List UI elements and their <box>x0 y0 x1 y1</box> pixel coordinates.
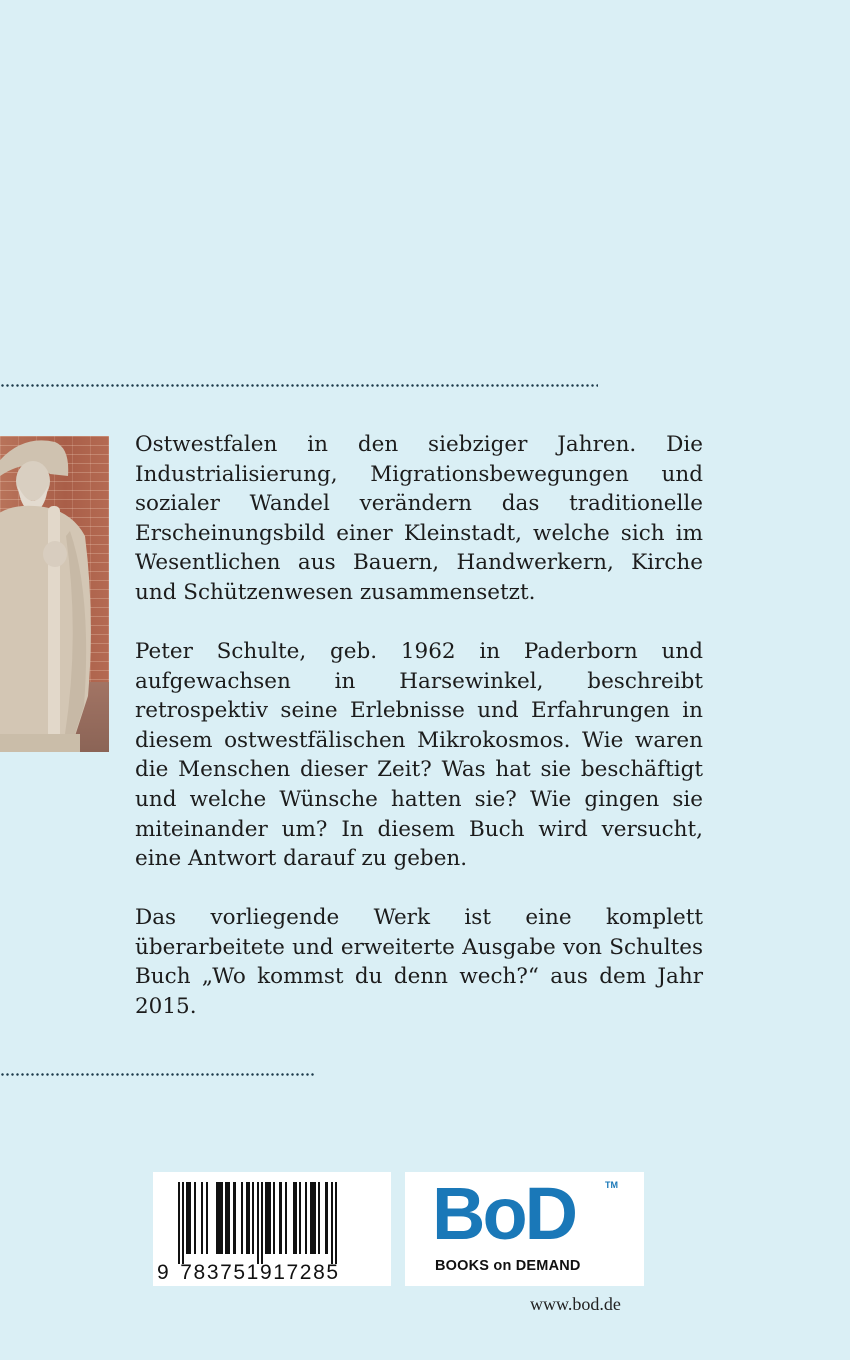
isbn-number <box>157 1262 387 1284</box>
statue-figure-icon <box>0 436 109 752</box>
blurb-paragraph-edition: Das vorliegende Werk ist eine komplett überarbeitete und erweiterte Ausgabe von Schultes Buch „Wo kommst du denn wech?“ aus dem Jahr 2015. <box>135 905 703 1019</box>
isbn-digits: 783751917285 <box>180 1261 340 1284</box>
trademark-mark: TM <box>605 1180 618 1190</box>
blurb-paragraph-intro: Ostwestfalen in den siebziger Jahren. Die Industrialisierung, Migrationsbewegungen und sozialer Wandel verändern das traditionelle Erscheinungsbild einer Kleinstadt, welche sich im Wesentlichen aus Bauern, Handwerkern, Kirche und Schützenwesen zusammensetzt. <box>135 432 703 605</box>
bod-wordmark: BoD <box>432 1172 576 1255</box>
isbn-first-digit: 9 <box>157 1261 171 1284</box>
statue-photo <box>0 436 109 752</box>
publisher-subtitle: BOOKS on DEMAND <box>435 1258 581 1274</box>
barcode-bars-icon <box>178 1182 378 1264</box>
isbn-barcode <box>153 1172 391 1286</box>
dotted-rule-bottom <box>0 1073 314 1076</box>
publisher-url: www.bod.de <box>530 1294 621 1314</box>
publisher-logo <box>405 1172 644 1286</box>
blurb-paragraph-author: Peter Schulte, geb. 1962 in Paderborn und aufgewachsen in Harsewinkel, beschreibt retrospektiv seine Erlebnisse und Erfahrungen in diesem ostwestfälischen Mikrokosmos. Wie waren die Menschen dieser Zeit? Was hat sie beschäftigt und welche Wünsche hatten sie? Wie gingen sie miteinander um? In diesem Buch wird versucht, eine Antwort darauf zu geben. <box>135 639 703 872</box>
dotted-rule-top <box>0 384 598 387</box>
